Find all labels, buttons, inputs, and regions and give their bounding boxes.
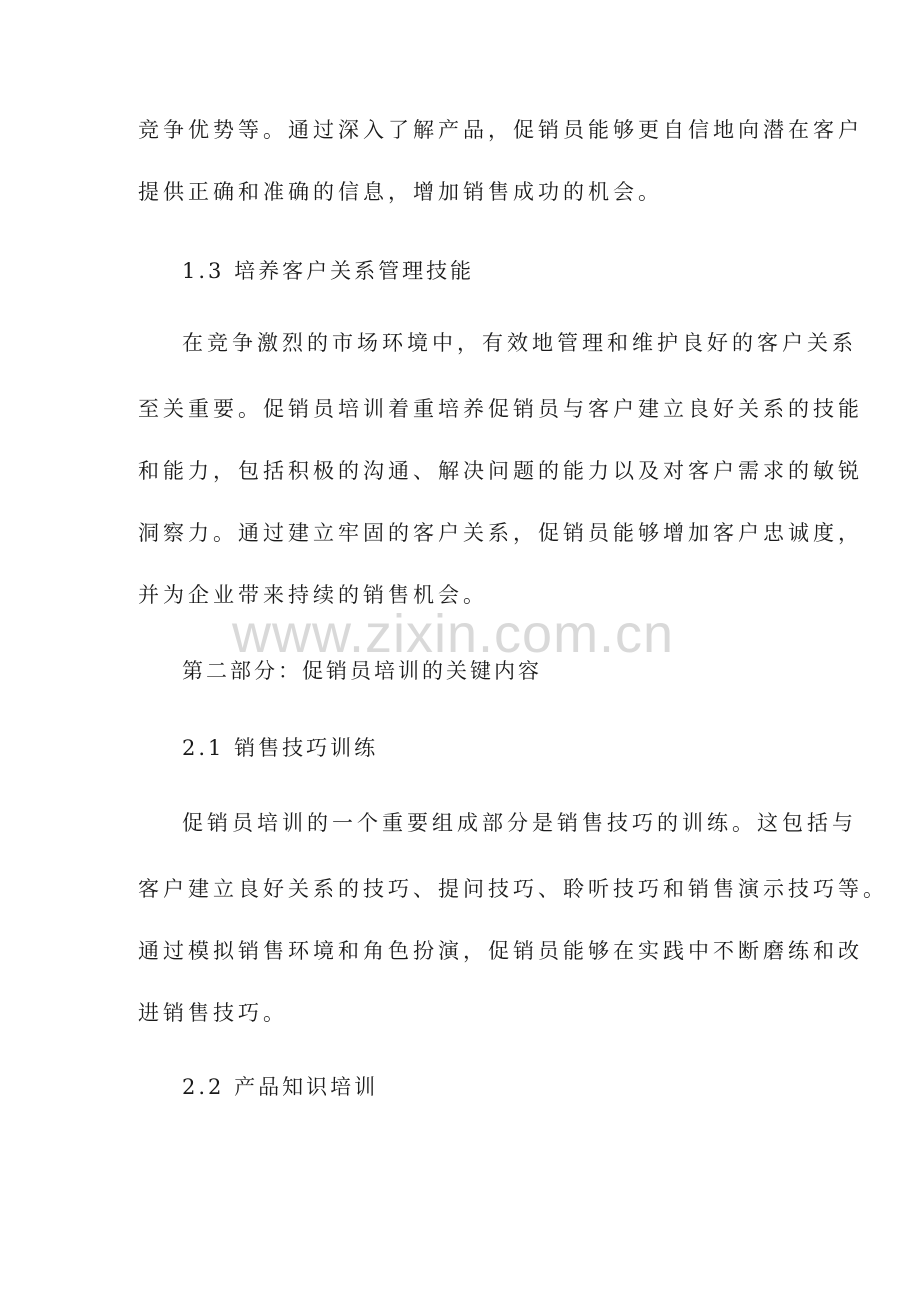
paragraph-line: 并为企业带来持续的销售机会。 xyxy=(138,583,488,607)
section-heading-2-1: 2.1 销售技巧训练 xyxy=(182,736,379,760)
paragraph-line: 至关重要。促销员培训着重培养促销员与客户建立良好关系的技能 xyxy=(138,397,863,421)
paragraph-line: 提供正确和准确的信息，增加销售成功的机会。 xyxy=(138,180,663,204)
paragraph-line: 促销员培训的一个重要组成部分是销售技巧的训练。这包括与 xyxy=(182,811,857,835)
section-heading-1-3: 1.3 培养客户关系管理技能 xyxy=(182,259,475,283)
part-2-title: 第二部分：促销员培训的关键内容 xyxy=(182,659,542,683)
paragraph-line: 洞察力。通过建立牢固的客户关系，促销员能够增加客户忠诚度， xyxy=(138,521,863,545)
paragraph-line: 在竞争激烈的市场环境中，有效地管理和维护良好的客户关系 xyxy=(182,331,857,355)
watermark: www.zixin.com.cn xyxy=(232,604,675,664)
section-heading-2-2: 2.2 产品知识培训 xyxy=(182,1075,379,1099)
paragraph-line: 通过模拟销售环境和角色扮演，促销员能够在实践中不断磨练和改 xyxy=(138,939,863,963)
paragraph-line: 和能力，包括积极的沟通、解决问题的能力以及对客户需求的敏锐 xyxy=(138,459,863,483)
paragraph-line: 客户建立良好关系的技巧、提问技巧、聆听技巧和销售演示技巧等。 xyxy=(138,877,888,901)
paragraph-line: 竞争优势等。通过深入了解产品，促销员能够更自信地向潜在客户 xyxy=(138,118,863,142)
paragraph-line: 进销售技巧。 xyxy=(138,1001,288,1025)
